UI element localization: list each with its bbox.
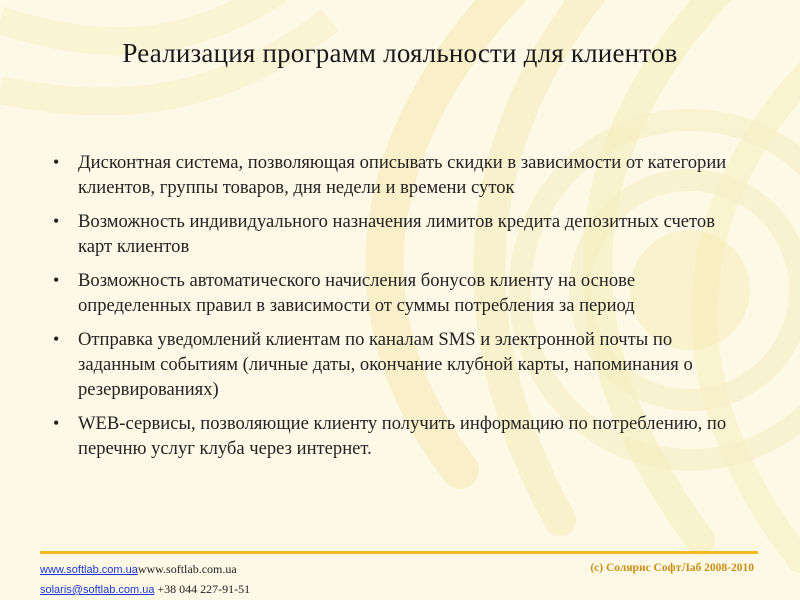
- list-item: [48, 327, 748, 402]
- footer-website-line: [40, 560, 250, 580]
- bullet-icon: •: [53, 413, 60, 433]
- footer-contacts: [40, 560, 250, 600]
- slide-title: Реализация программ лояльности для клиентов: [122, 38, 678, 68]
- bullet-icon: •: [53, 152, 60, 172]
- bullet-text: Возможность индивидуального назначения лимитов кредита депозитных счетов карт клиентов: [78, 211, 716, 257]
- list-item: [48, 209, 748, 259]
- bullet-text: Возможность автоматического начисления бонусов клиенту на основе определенных правил в зависимости от суммы потребления за период: [78, 270, 636, 316]
- footer-divider: [40, 551, 758, 554]
- bullet-list: [48, 150, 748, 470]
- list-item: [48, 268, 748, 318]
- list-item: [48, 411, 748, 461]
- bullet-icon: •: [53, 270, 60, 290]
- email-link[interactable]: solaris@softlab.com.ua: [40, 584, 155, 596]
- copyright-notice: (c) Солярис СофтЛаб 2008-2010: [590, 562, 754, 574]
- list-item: [48, 150, 748, 200]
- phone-number: +38 044 227-91-51: [157, 582, 251, 596]
- bullet-text: WEB-сервисы, позволяющие клиенту получить информацию по потреблению, по перечню услуг клуба через интернет.: [78, 413, 727, 459]
- bullet-text: Отправка уведомлений клиентам по каналам SMS и электронной почты по заданным событиям (личные даты, окончание клубной карты, напоминания о резервированиях): [78, 329, 693, 400]
- bullet-icon: •: [53, 329, 60, 349]
- bullet-icon: •: [53, 211, 60, 231]
- website-link[interactable]: www.softlab.com.ua: [40, 564, 138, 576]
- footer-email-line: [40, 580, 250, 600]
- bullet-text: Дисконтная система, позволяющая описывать скидки в зависимости от категории клиентов, группы товаров, дня недели и времени суток: [78, 152, 727, 198]
- website-text: www.softlab.com.ua: [137, 562, 237, 576]
